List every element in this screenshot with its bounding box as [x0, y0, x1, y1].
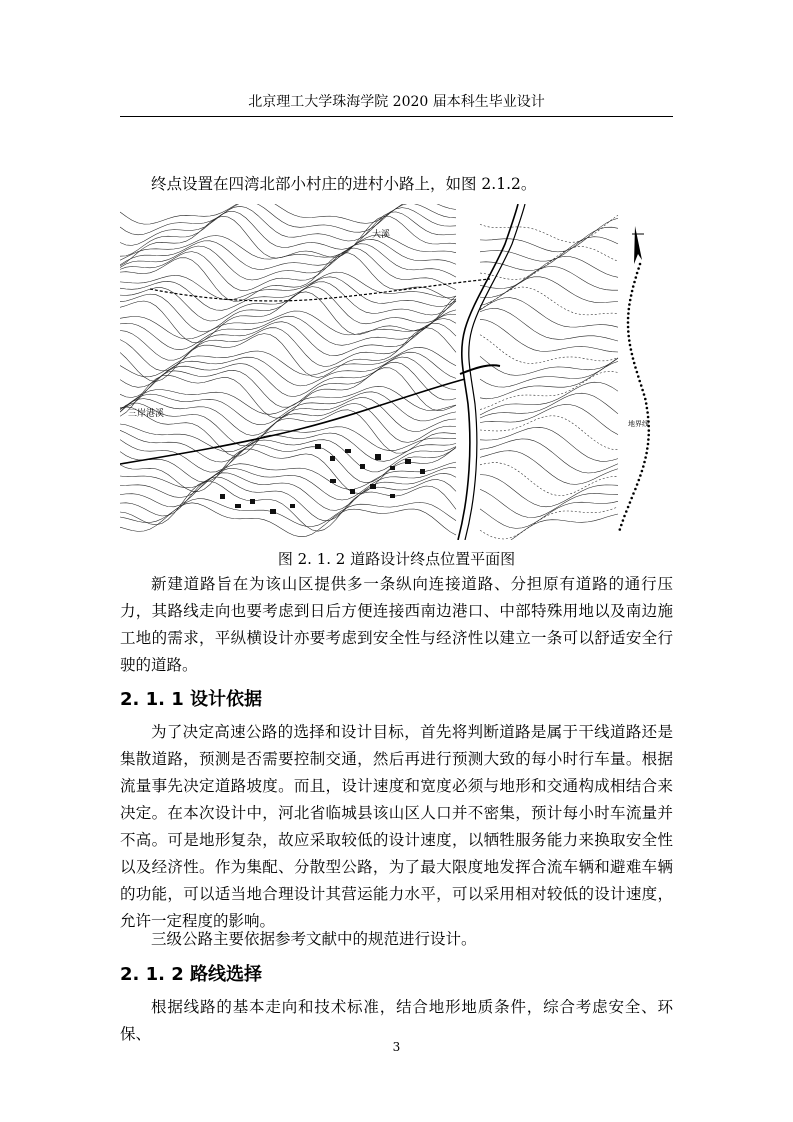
intro-paragraph: 终点设置在四湾北部小村庄的进村小路上，如图 2.1.2。 — [151, 175, 537, 193]
topographic-map — [120, 204, 673, 540]
figure-caption: 图 2. 1. 2 道路设计终点位置平面图 — [277, 550, 516, 568]
map-label-left: 三岸港溪 — [128, 409, 165, 419]
road-junction — [460, 365, 500, 374]
village-blocks — [220, 444, 425, 514]
road-edge — [465, 204, 525, 540]
page-number: 3 — [392, 1040, 401, 1054]
section-2-paragraph-1: 根据线路的基本走向和技术标准，结合地形地质条件，综合考虑安全、环保、 — [120, 998, 673, 1043]
boundary-line — [619, 263, 651, 531]
page-header: 北京理工大学珠海学院 2020 届本科生毕业设计 — [248, 94, 545, 110]
upper-path — [150, 279, 490, 301]
map-label-village: 大溪 — [372, 230, 391, 240]
topographic-map-figure — [120, 204, 673, 540]
section-heading-design-basis: 2. 1. 1 设计依据 — [120, 689, 263, 710]
section-1-paragraph-1: 为了决定高速公路的选择和设计目标，首先将判断道路是属于干线道路还是集散道路，预测是否需要控制交通，然后再进行预测大致的每小时行车量。根据流量事先决定道路坡度。而且，设计速度和宽度必须与地形和交通构成相结合来决定。在本次设计中，河北省临城县该山区人口并不密集，预计每小时车流量并不高。可是地形复杂，故应采取较低的设计速度，以牺牲服务能力来换取安全性以及经济性。作为集配、分散型公路，为了最大限度地发挥合流车辆和避难车辆的功能，可以适当地合理设计其营运能力水平，可以采用相对较低的设计速度，允许一定程度的影响。 — [120, 723, 673, 930]
north-arrow-icon — [632, 226, 644, 264]
section-heading-route-selection: 2. 1. 2 路线选择 — [120, 964, 263, 985]
map-label-right: 地界线 — [628, 420, 649, 428]
header-rule — [120, 116, 673, 117]
section-1-paragraph-2: 三级公路主要依据参考文献中的规范进行设计。 — [151, 930, 477, 948]
body-paragraph-1: 新建道路旨在为该山区提供多一条纵向连接道路、分担原有道路的通行压力，其路线走向也要考虑到日后方便连接西南边港口、中部特殊用地以及南边施工地的需求，平纵横设计亦要考虑到安全性与经济性以建立一条可以舒适安全行驶的道路。 — [120, 575, 673, 674]
